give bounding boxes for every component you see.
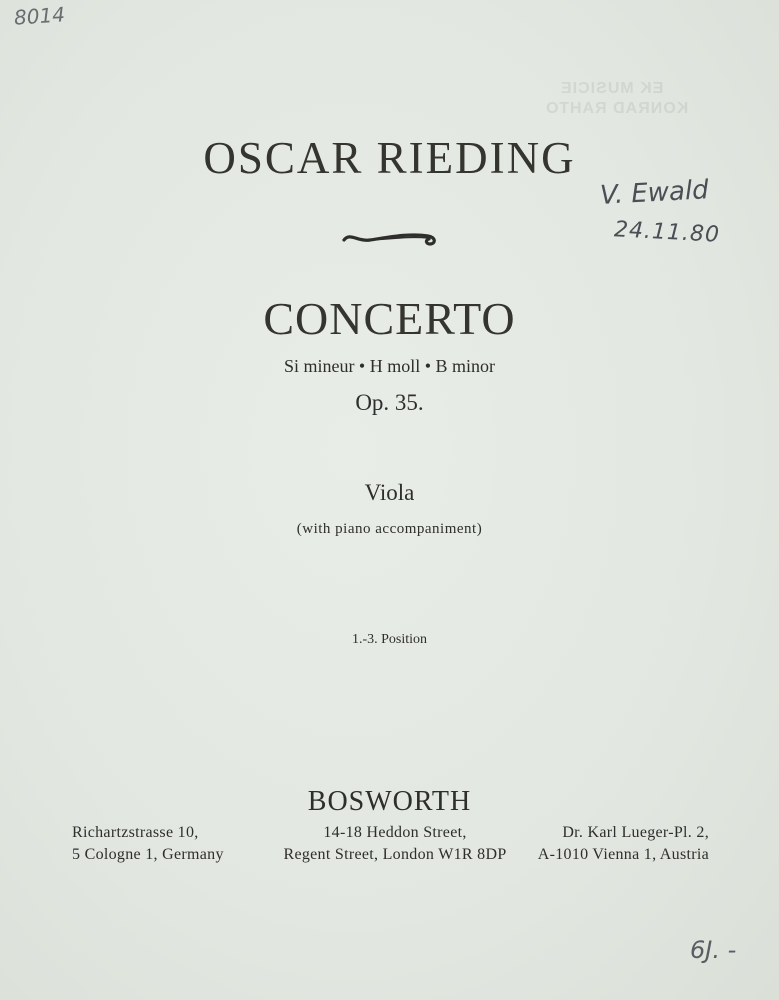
address-line: Richartzstrasse 10, [72, 824, 199, 841]
instrument-name: Viola [364, 480, 415, 505]
opus-number: Op. 35. [355, 390, 424, 415]
position-range: 1.-3. Position [351, 632, 428, 647]
handwritten-mark: 6J. - [690, 936, 737, 964]
ornament-flourish-icon [340, 228, 440, 252]
key-signatures: Si mineur • H moll • B minor [283, 356, 496, 376]
work-title: CONCERTO [263, 293, 516, 344]
bleed-through-stamp: EK MUSICIE [560, 80, 664, 97]
handwritten-date: 24.11.80 [613, 217, 721, 248]
publisher-name: BOSWORTH [307, 786, 472, 817]
handwritten-signature: V. Ewald [599, 175, 710, 211]
composer-name: OSCAR RIEDING [203, 133, 576, 183]
address-line: Dr. Karl Lueger-Pl. 2, [562, 824, 709, 841]
bleed-through-stamp: KONRAD RAHTO [545, 100, 689, 117]
address-line: 14-18 Heddon Street, [323, 824, 467, 841]
address-line: 5 Cologne 1, Germany [72, 846, 224, 863]
publisher-address-london [260, 822, 530, 866]
publisher-address-cologne [72, 822, 224, 866]
handwritten-catalog-number: 8014 [13, 2, 66, 30]
address-line: A-1010 Vienna 1, Austria [537, 846, 709, 863]
publisher-address-vienna [538, 822, 709, 866]
accompaniment-note: (with piano accompaniment) [296, 521, 483, 537]
address-line: Regent Street, London W1R 8DP [283, 846, 507, 863]
